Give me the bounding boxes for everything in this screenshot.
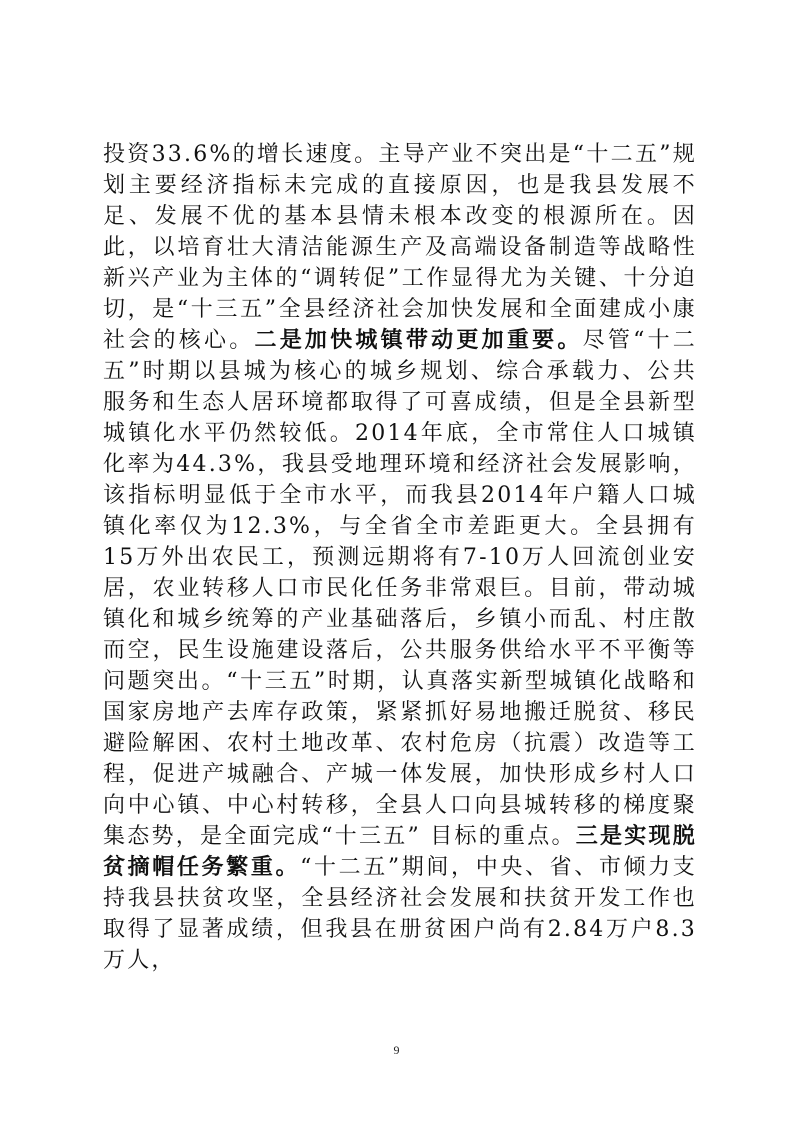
paragraph-text-segment: 尽管“十二五”时期以县城为核心的城乡规划、综合承载力、公共服务和生态人居环境都取得了可喜成绩，但是全县新型城镇化水平仍然较低。2014年底，全市常住人口城镇化率为44.3%，我县受地理环境和经济社会发展影响，该指标明显低于全市水平，而我县2014年户籍人口城镇化率仅为12.3%，与全省全市差距更大。全县拥有15万外出农民工，预测远期将有7-10万人回流创业安居，农业转移人口市民化任务非常艰巨。目前，带动城镇化和城乡统筹的产业基础落后，乡镇小而乱、村庄散而空，民生设施建设落后，公共服务供给水平不平衡等问题突出。“十三五”时期，认真落实新型城镇化战略和国家房地产去库存政策，紧紧抓好易地搬迁脱贫、移民避险解困、农村土地改革、农村危房（抗震）改造等工程，促进产城融合、产城一体发展，加快形成乡村人口向中心镇、中心村转移，全县人口向县城转移的梯度聚集态势，是全面完成“十三五” 目标的重点。: [103, 328, 698, 849]
paragraph-text-segment: 投资33.6%的增长速度。主导产业不突出是“十二五”规划主要经济指标未完成的直接原因，也是我县发展不足、发展不优的基本县情未根本改变的根源所在。因此，以培育壮大清洁能源生产及高端设备制造等战略性新兴产业为主体的“调转促”工作显得尤为关键、十分迫切，是“十三五”全县经济社会加快发展和全面建成小康社会的核心。: [103, 142, 697, 353]
bold-heading-second-point: 二是加快城镇带动更加重要。: [254, 328, 583, 353]
bold-heading-third-point: 三是实现脱贫摘帽任务繁重。: [103, 824, 697, 880]
page-number: 9: [393, 1043, 400, 1057]
body-paragraph: [103, 139, 697, 976]
paragraph-text-segment: “十二五”期间，中央、省、市倾力支持我县扶贫攻坚，全县经济社会发展和扶贫开发工作也取得了显著成绩，但我县在册贫困户尚有2.84万户8.3万人，: [103, 855, 697, 973]
